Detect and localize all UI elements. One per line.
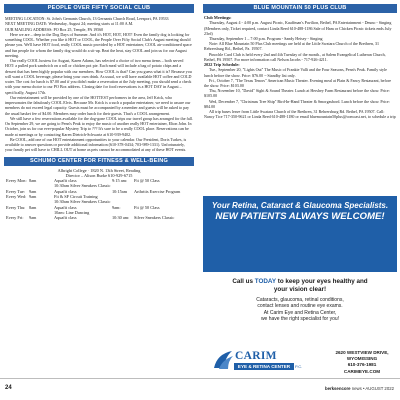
schedule-cell-t2: 9am: xyxy=(112,204,121,210)
ad-call-mid: to keep your eyes healthy and xyxy=(275,278,368,285)
carim-logo-row xyxy=(207,348,393,374)
people-over-fifty-column xyxy=(4,4,194,376)
schedule-cell-a1: 10:30am Silver Sneakers Classic xyxy=(54,199,111,205)
ad-call-prefix: Call us xyxy=(232,278,255,285)
logo-name: CARIM xyxy=(235,350,277,362)
schedule-cell-a1: Fit & SF Circuit Training xyxy=(54,193,98,199)
article-paragraph: Be COOL, add one of our HOT entertainment opportunities to your calendar. Our President, Doris Turkes, is available to answer questions or provide additional information (610-378-0434; 703-989-1331). Unfortunately, your family pet will have to CHILL OUT at home as pets cannot be accommodated at any of these HOT events. xyxy=(5,136,187,153)
page-footer xyxy=(0,378,400,400)
schumo-director: Director – Alison Burke 610-929-6715 xyxy=(65,172,133,178)
address-phone: 610-376-1981 xyxy=(347,362,377,368)
meeting-note: Note: All Blue Mountain 50 Plus Club meetings are held at the Little Swatara Church of the Brethren, 31 Rehrersburg Rd., Bethel, Pa. 19507. xyxy=(204,41,380,52)
logo-tag: EYE & RETINA CENTER xyxy=(234,363,294,370)
schedule-cell-a1: Aquafit class xyxy=(54,178,77,184)
schumo-center-header: SCHUMO CENTER FOR FITNESS & WELL-BEING xyxy=(4,157,194,166)
blue-mountain-body xyxy=(203,13,397,119)
ad-service-line: Cataracts, glaucoma, retinal conditions, xyxy=(256,297,344,304)
schedule-cell-a2: Fit @ 50 Class xyxy=(134,178,160,184)
trip-item: Tue., September 20, "Lights Out" The Music of Frankie Valli and the Four Seasons, Penn's Peak. Family style lunch before the show. Price: $76.00 ~ Standby list only. xyxy=(204,67,387,78)
schedule-cell-a1: 10am: Line Dancing xyxy=(54,209,90,215)
address-line: 2620 WESTVIEW DRIVE, xyxy=(335,350,389,355)
logo-pc: P.C. xyxy=(295,364,303,369)
trip-item: Fri., October 7, "The Texas Tenors" American Music Theater. Evening meal at Plain & Fancy Restaurant, before the show. Price: $103.00 xyxy=(204,77,391,89)
schedule-cell-day: Every Mon: xyxy=(6,178,27,184)
carim-address xyxy=(327,350,397,375)
meeting-item: Thursday, September 1 – 7:00 p.m. Program - Sandy Heisey - Singing xyxy=(209,36,323,42)
article-paragraph: Here we are – deep in the Dog Days of Summer. And it's HOT, HOT, HOT! Even the family dog is looking for something COOL. Whether you like it HOT or COOL, the People Over Fifty Social Club's August meeting should please you. We'll have HOT food, really COOL music provided by a HOT entertainer, COOL air-conditioned space and fun people for whom the family dog would do a sit-up. Beat the heat, stay COOL and join us for our August meeting. xyxy=(5,31,192,58)
schedule-cell-a2: Silver Sneakers Classic xyxy=(134,215,175,221)
carim-ad-body xyxy=(203,272,397,376)
schedule-cell-a1: Aquafit class xyxy=(54,204,77,210)
ad-call-today: TODAY xyxy=(254,278,276,285)
next-meeting-date: NEXT MEETING DATE: Wednesday, August 24; meeting starts at 11:00 A.M. xyxy=(5,21,134,27)
publication-line xyxy=(325,386,394,391)
schedule-cell-t1: 9am xyxy=(29,193,37,199)
publication-issue: news • AUGUST 2022 xyxy=(350,386,394,391)
schedule-cell-t1: 8am xyxy=(29,178,37,184)
publication-brand: berksencore xyxy=(324,386,351,391)
schumo-schedule-rows xyxy=(6,178,192,220)
schedule-row xyxy=(6,215,192,220)
schedule-cell-day: Every Thu: xyxy=(6,204,26,210)
schedule-cell-t1: 8am xyxy=(29,204,37,210)
trip-contact: All trip buses leave from Little Swatara Church of the Brethren, 31 Rehrersburg Rd. Bethel, PA 19507. Call: Nancy Tice 717-350-9621 or Linda Reed 610-488-1180 or email bluemountain50plus@comcast.net, to schedule a trip xyxy=(204,109,396,120)
schedule-cell-t1: 9am xyxy=(29,188,37,194)
schedule-cell-day: Every Tue: xyxy=(6,188,25,194)
ad-service-line: contact lenses and routine eye exams. xyxy=(257,303,343,310)
ad-subtitle: NEW PATIENTS ALWAYS WELCOME! xyxy=(215,211,385,222)
address-line: WYOMISSING xyxy=(346,356,378,362)
ad-service-line: At Carim Eye and Retina Center, xyxy=(263,309,337,316)
article-paragraph: We still have a few reservations available for the dog-gone COOL trips our travel group has arranged for the fall. On September 29, we are going to Penn's Peak to enjoy the music of another really HOT entertainer, Elton John. In October, join us for our ever-popular Mystery Trip to ??? It's sure to be a really COOL place. Reservations can be made at meetings or by contacting Karen Dietrich-Schwartz at 610-939-9402. xyxy=(5,115,193,137)
schedule-cell-a2: Fit @ 50 Class xyxy=(134,204,160,210)
schumo-schedule xyxy=(4,166,194,221)
schedule-cell-t1: 9am xyxy=(29,215,37,221)
trip-item: Thu, November 10, "David" Sight & Sound Theater. Lunch at Hershey Farm Restaurant before the show. Price: $105.00 xyxy=(204,88,390,99)
eye-logo-icon xyxy=(211,348,237,374)
carim-ad-banner xyxy=(203,196,397,272)
trip-item: Wed, December 7, "Christmas Tree Ship" Bird-In-Hand Theater & Smorgasbord. Lunch before the show. Price: $84.00 xyxy=(204,98,390,109)
schedule-cell-day: Every Wed: xyxy=(6,193,27,199)
article-paragraph: Our entertainment will be provided by one of the HOTTEST performers in the area, Jeff Krick, who impersonates the fabulously COOL Elvis. Because Mr. Krick is a such a popular entertainer, we need to assure our members do not exceed legal capacity. Guests must be accompanied by a member and guests will be asked to pay the usual basket fee of $4.00. Members may order lunch for their guests. That's a COOL arrangement. xyxy=(5,94,191,116)
trip-schedule-title: 2022 Trip Schedule: xyxy=(204,62,240,68)
ad-services xyxy=(203,297,397,322)
article-paragraph: Our really COOL hostess for August, Karen Adams, has selected a choice of two menu items – both served HOT: a pulled pork sandwich on a roll or chicken pot pie. Each meal will include a bag of potato chips and a dessert that has been highly popular with our members. How COOL is that? Can you guess what it is? Because you will want a COOL beverage, please bring your own drink. As usual, we will have available HOT coffee and COLD water. The cost for lunch is $7.00 and if you didn't make a reservation at the July meeting, you should send a check with your menu choice to our PO Box address. Closing date for food reservations is a HOT DAY in August – specifically, August 17th. xyxy=(5,58,192,95)
ad-title: Your Retina, Cataract & Glaucoma Specialists. xyxy=(211,201,389,210)
schedule-cell-a1: Aquafit class xyxy=(54,215,77,221)
ad-call-line xyxy=(203,278,397,293)
ad-call-end: your vision clear! xyxy=(273,285,327,293)
schedule-cell-a1: 10:30am Silver Sneakers Classic xyxy=(54,183,111,189)
schedule-cell-a1: Aquafit class xyxy=(54,188,77,194)
schumo-center-section xyxy=(4,157,194,221)
people-over-fifty-header: PEOPLE OVER FIFTY SOCIAL CLUB xyxy=(4,4,194,13)
page-number: 24 xyxy=(5,385,12,391)
ad-service-line: we have the right specialist for you! xyxy=(260,315,340,322)
people-over-fifty-body xyxy=(4,13,194,153)
schedule-cell-t2: 10:30 am: xyxy=(112,215,130,221)
pinochle-note: Pinochle Card Club is held every 2nd and 4th Tuesday of the month., at Salem Evangelical Lutheran Church, Bethel, PA 19507. For more information call Nelson Jacobs - 717-926-4211. xyxy=(204,51,386,62)
meeting-location: MEETING LOCATION: St. John's Gernants Church, 13 Gernants Church Road, Leesport, PA 19533 xyxy=(5,16,169,21)
meeting-item: Thursday, August 4 - 4:00 p.m. August Picnic, Kauffman's Pavilion, Bethel, PA Entertainment - Deuno - Singing (Members only, Ticket required, contact Linda Reed 610-488-1186 Sale of Ham or Chicken Picnic tickets ends July 23rd) xyxy=(204,20,392,36)
mailing-address: OUR MAILING ADDRESS: PO Box 25, Temple, PA 19560 xyxy=(5,26,104,32)
address-website: CARIMEYE.COM xyxy=(343,368,381,374)
blue-mountain-header: BLUE MOUNTAIN 50 PLUS CLUB xyxy=(203,4,397,13)
schedule-cell-a2: Arthritis Exercise Program xyxy=(134,188,181,194)
schedule-cell-day: Every Fri: xyxy=(6,215,24,221)
schumo-address: Albright College · 1820 N. 13th Street, Reading xyxy=(57,167,141,173)
schedule-cell-t2: 9:15 am: xyxy=(112,178,128,184)
club-meetings-title: Club Meetings: xyxy=(204,15,232,20)
schedule-cell-t2: 10:15am xyxy=(112,188,128,194)
